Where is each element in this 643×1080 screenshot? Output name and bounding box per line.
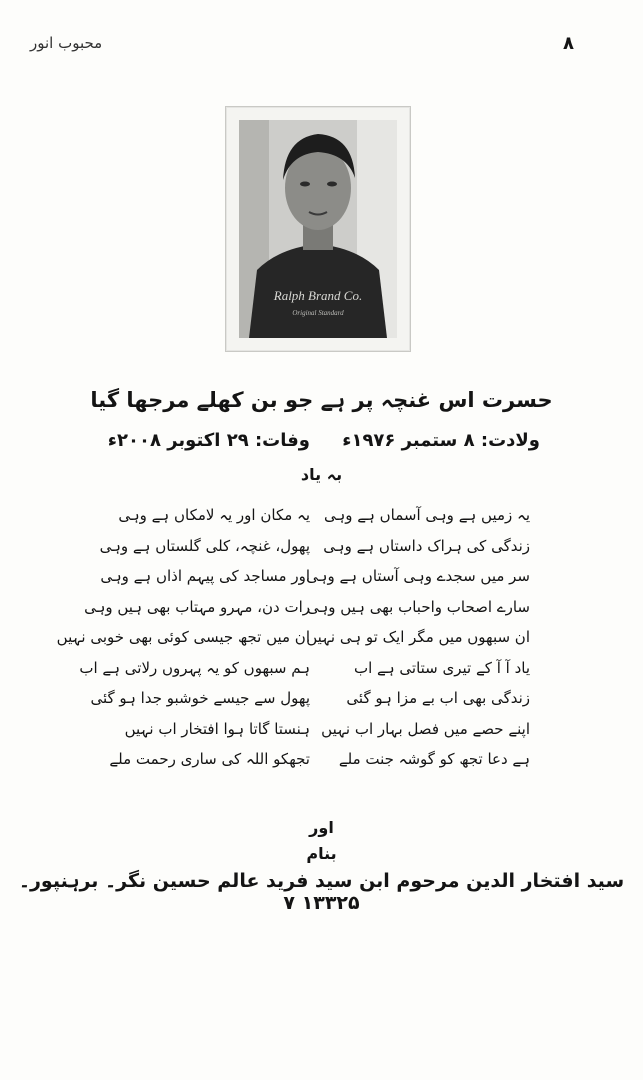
page-number: ۸ xyxy=(563,33,574,54)
poem-verse: زندگی بھی اب بے مزا ہو گئی xyxy=(346,689,530,707)
poem-verse: اپنے حصے میں فصل بہار اب نہیں xyxy=(321,719,530,738)
poem-verse: سارے اصحاب واحباب بھی ہیں وہی xyxy=(306,597,530,616)
poem-verse: تجھکو اللہ کی ساری رحمت ملے xyxy=(109,750,310,768)
poem-verse: پھول سے جیسے خوشبو جدا ہو گئی xyxy=(90,689,310,707)
poem-column-left xyxy=(56,500,310,775)
poem-verse: رات دن، مہرو مہتاب بھی ہیں وہی xyxy=(84,597,310,616)
poem-verse: ان سبھوں میں مگر ایک تو ہی نہیں xyxy=(306,628,530,646)
author-running-head: محبوب انور xyxy=(30,34,103,52)
poem-verse: یاد آ آ کے تیری ستاتی ہے اب xyxy=(354,658,530,677)
poem-verse: ہنستا گاتا ہوا افتخار اب نہیں xyxy=(124,719,310,738)
poem-verse: ہے دعا تجھ کو گوشہ جنت ملے xyxy=(338,750,530,768)
dedication-heading: بنام xyxy=(306,844,337,863)
and-separator: اور xyxy=(309,818,334,837)
svg-text:Original Standard: Original Standard xyxy=(292,309,344,317)
in-memory-heading: بہ یاد xyxy=(300,465,343,484)
portrait-photo xyxy=(239,120,397,338)
poem-verse: یہ زمیں ہے وہی آسماں ہے وہی xyxy=(323,506,530,524)
death-date: وفات: ۲۹ اکتوبر ۲۰۰۸ء xyxy=(107,430,310,451)
poem-verse: سر میں سجدے وہی آستاں ہے وہی xyxy=(306,567,530,585)
birth-date: ولادت: ۸ ستمبر ۱۹۷۶ء xyxy=(342,430,540,451)
poem-verse: زندگی کی ہراک داستاں ہے وہی xyxy=(323,536,530,555)
svg-text:Ralph Brand Co.: Ralph Brand Co. xyxy=(273,288,363,303)
poem-verse: ہم سبھوں کو یہ پہروں رلاتی ہے اب xyxy=(79,658,310,677)
portrait-photo-frame xyxy=(225,106,411,352)
poem-verse: پھول، غنچہ، کلی گلستاں ہے وہی xyxy=(99,536,310,555)
poem-verse: ان میں تجھ جیسی کوئی بھی خوبی نہیں xyxy=(56,628,310,646)
poem-verse: یہ مکان اور یہ لامکاں ہے وہی xyxy=(118,506,310,524)
poem-verse: اور مساجد کی پیہم اذاں ہے وہی xyxy=(100,567,310,585)
dedication-line: سید افتخار الدین مرحوم ابن سید فرید عالم حسین نگر۔ برہنپور۔ ۱۳۳۲۵ ۷ xyxy=(18,870,625,914)
poem-column-right xyxy=(306,500,530,775)
memorial-title-verse: حسرت اس غنچہ پر ہے جو بن کھلے مرجھا گیا xyxy=(90,388,553,412)
